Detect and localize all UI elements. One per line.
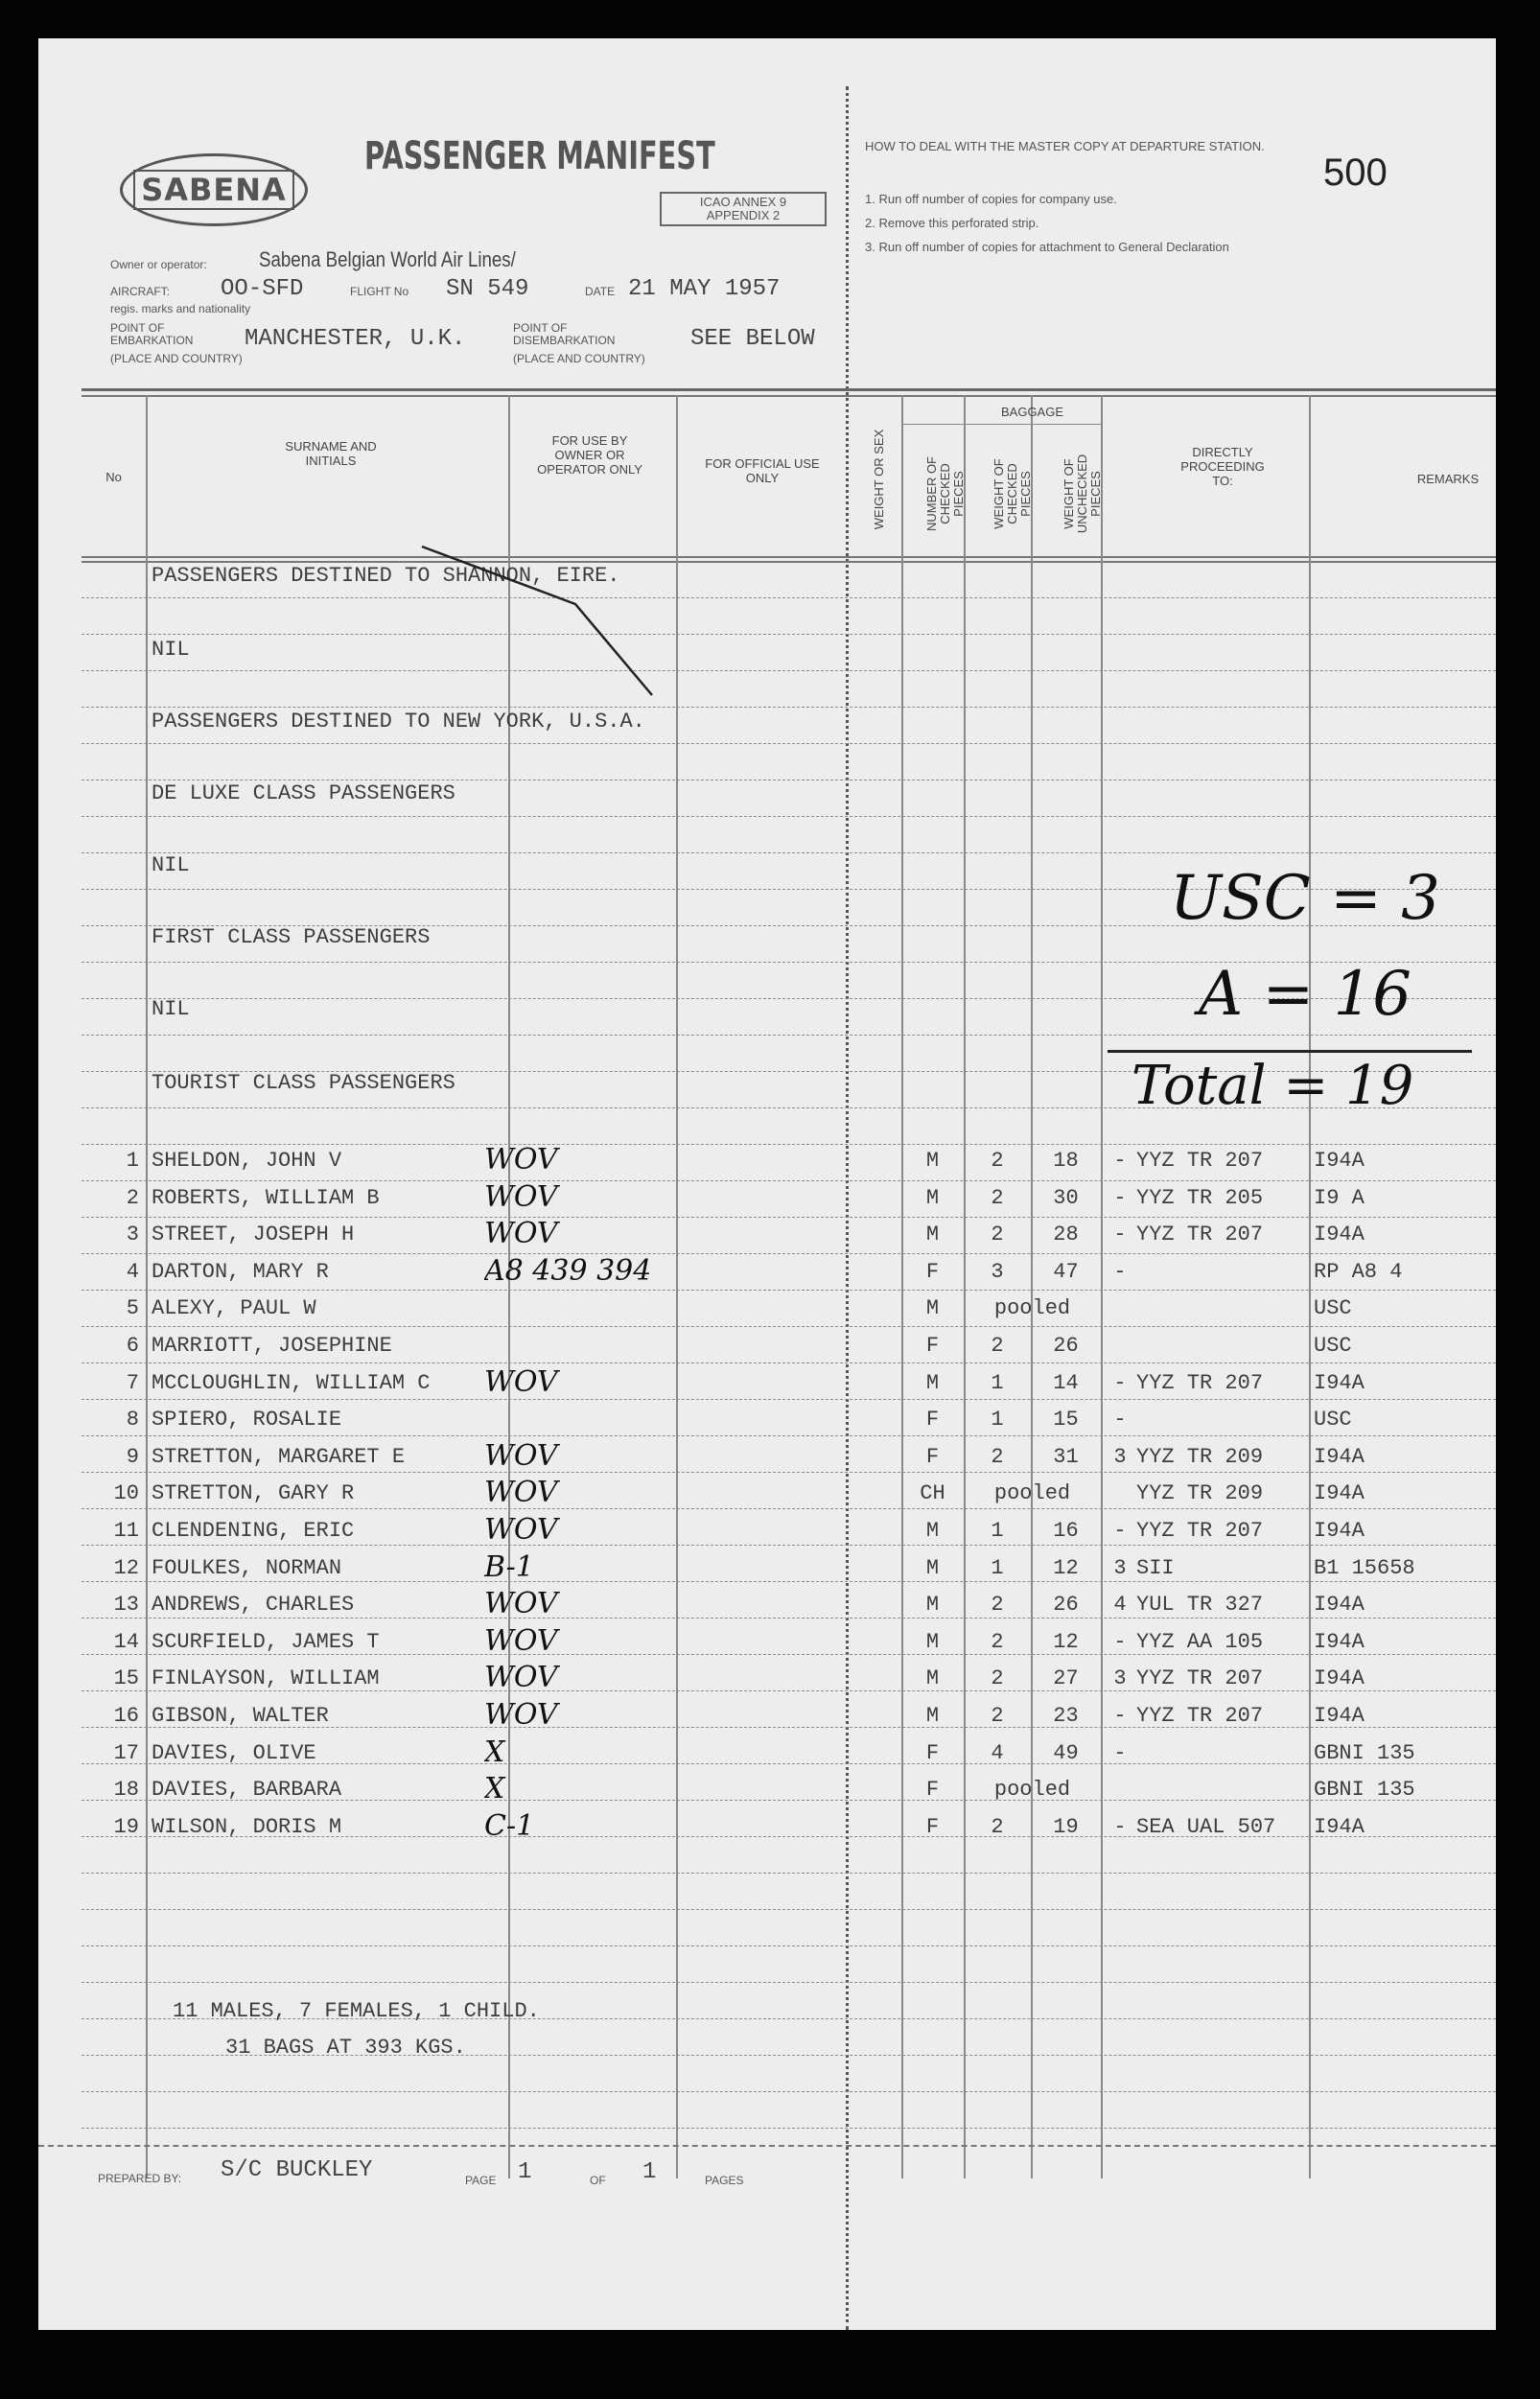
row-rule [82, 1144, 1496, 1145]
passenger-sex: M [925, 1370, 940, 1395]
date-value: 21 MAY 1957 [628, 276, 781, 302]
unchecked-weight: 3 [1113, 1444, 1127, 1469]
passenger-sex: F [925, 1334, 940, 1358]
passenger-name: ANDREWS, CHARLES [152, 1593, 355, 1618]
passenger-handwritten-note: WOV [484, 1143, 558, 1176]
handwritten-a: A = 16 [1199, 959, 1412, 1030]
proceeding-to: YYZ TR 207 [1136, 1149, 1264, 1173]
checked-pieces: 2 [991, 1629, 1004, 1654]
checked-pieces: 2 [991, 1185, 1004, 1210]
passenger-sex: CH [920, 1481, 945, 1506]
row-rule [82, 743, 1496, 744]
col-divider-unc [1101, 395, 1103, 2178]
remarks: I94A [1314, 1593, 1365, 1618]
summary-bags: 31 BAGS AT 393 KGS. [225, 2036, 466, 2060]
remarks: B1 15658 [1314, 1555, 1415, 1580]
checked-pieces: 2 [991, 1334, 1004, 1358]
passenger-handwritten-note: WOV [484, 1179, 558, 1214]
passenger-name: STREET, JOSEPH H [152, 1223, 355, 1247]
remarks: I94A [1314, 1629, 1365, 1654]
checked-pieces: 2 [991, 1666, 1004, 1691]
row-rule [82, 2091, 1496, 2092]
row-rule [82, 597, 1496, 598]
handwritten-usc: USC = 3 [1170, 863, 1440, 934]
passenger-name: FINLAYSON, WILLIAM [152, 1666, 380, 1691]
col-header-owner-use: FOR USE BY OWNER OR OPERATOR ONLY [537, 433, 642, 477]
passenger-handwritten-note: WOV [484, 1623, 558, 1658]
embark-label: POINT OF EMBARKATION [110, 321, 194, 347]
icao-line2: APPENDIX 2 [706, 208, 781, 222]
passenger-handwritten-note: WOV [484, 1217, 558, 1251]
handwritten-total: Total = 19 [1132, 1055, 1414, 1117]
passenger-no: 9 [126, 1444, 139, 1469]
checked-pieces: pooled [993, 1481, 1071, 1506]
row-rule [82, 1508, 1496, 1509]
checked-pieces: 1 [991, 1370, 1004, 1395]
checked-pieces: 2 [991, 1704, 1004, 1728]
passenger-handwritten-note: B-1 [484, 1549, 534, 1584]
of-label: OF [590, 2174, 606, 2187]
remarks: I94A [1314, 1666, 1365, 1691]
perforation-line [846, 86, 849, 2330]
passenger-name: ROBERTS, WILLIAM B [152, 1185, 380, 1210]
proceeding-to: YYZ TR 207 [1136, 1223, 1264, 1247]
checked-pieces: 1 [991, 1555, 1004, 1580]
passenger-handwritten-note: WOV [484, 1364, 558, 1399]
remarks: I94A [1314, 1223, 1365, 1247]
document-title: PASSENGER MANIFEST [364, 134, 715, 178]
checked-weight: 14 [1053, 1370, 1079, 1395]
passenger-sex: M [925, 1704, 940, 1728]
row-rule [82, 1180, 1496, 1181]
aircraft-value: OO-SFD [221, 276, 304, 302]
checked-weight: 47 [1053, 1259, 1079, 1284]
checked-weight: 28 [1053, 1223, 1079, 1247]
passenger-sex: F [925, 1444, 940, 1469]
section-shannon-nil: NIL [152, 638, 190, 662]
row-rule [82, 1035, 1496, 1036]
passenger-no: 11 [113, 1519, 139, 1543]
passenger-sex: M [925, 1223, 940, 1247]
section-deluxe-nil: NIL [152, 853, 190, 877]
unchecked-weight: 4 [1113, 1593, 1127, 1618]
passenger-name: DAVIES, OLIVE [152, 1740, 316, 1765]
unchecked-weight: - [1113, 1259, 1127, 1284]
proceeding-to: YYZ TR 207 [1136, 1370, 1264, 1395]
passenger-sex: M [925, 1629, 940, 1654]
page-stamp-number: 500 [1323, 151, 1388, 194]
checked-weight: 15 [1053, 1408, 1079, 1432]
passenger-name: DARTON, MARY R [152, 1259, 329, 1284]
prepared-value: S/C BUCKLEY [221, 2157, 373, 2183]
remarks: I94A [1314, 1481, 1365, 1506]
section-new-york: PASSENGERS DESTINED TO NEW YORK, U.S.A. [152, 710, 645, 734]
passenger-handwritten-note: X [484, 1735, 505, 1769]
row-rule [82, 1472, 1496, 1473]
col-header-remarks: REMARKS [1416, 472, 1480, 486]
checked-weight: 16 [1053, 1519, 1079, 1543]
passenger-handwritten-note: WOV [484, 1476, 558, 1510]
instruction-3: 3. Run off number of copies for attachment to General Declaration [865, 240, 1229, 254]
passenger-no: 18 [113, 1778, 139, 1803]
passenger-no: 16 [113, 1704, 139, 1728]
proceeding-to: YYZ TR 209 [1136, 1481, 1264, 1506]
section-tourist: TOURIST CLASS PASSENGERS [152, 1071, 455, 1095]
checked-pieces: 2 [991, 1223, 1004, 1247]
row-rule [82, 1290, 1496, 1291]
remarks: USC [1314, 1408, 1352, 1432]
instruction-2: 2. Remove this perforated strip. [865, 216, 1039, 230]
passenger-no: 13 [113, 1593, 139, 1618]
passenger-no: 17 [113, 1740, 139, 1765]
checked-weight: 12 [1053, 1629, 1079, 1654]
row-rule [82, 1618, 1496, 1619]
proceeding-to: YYZ AA 105 [1136, 1629, 1264, 1654]
col-header-checked-num: NUMBER OF CHECKED PIECES [924, 456, 966, 531]
checked-pieces: pooled [993, 1778, 1071, 1803]
passenger-no: 4 [126, 1259, 139, 1284]
passenger-no: 15 [113, 1666, 139, 1691]
section-first-nil: NIL [152, 997, 190, 1021]
checked-weight: 12 [1053, 1555, 1079, 1580]
remarks: I94A [1314, 1519, 1365, 1543]
disembark-label: POINT OF DISEMBARKATION [513, 321, 616, 347]
checked-pieces: 2 [991, 1149, 1004, 1173]
remarks: USC [1314, 1334, 1352, 1358]
passenger-handwritten-note: WOV [484, 1587, 558, 1621]
section-shannon: PASSENGERS DESTINED TO SHANNON, EIRE. [152, 564, 620, 588]
unchecked-weight: - [1113, 1370, 1127, 1395]
passenger-sex: F [925, 1740, 940, 1765]
unchecked-weight: 3 [1113, 1555, 1127, 1580]
passenger-sex: F [925, 1778, 940, 1803]
col-divider-no [146, 395, 148, 2178]
checked-pieces: 3 [991, 1259, 1004, 1284]
passenger-sex: M [925, 1296, 940, 1321]
checked-pieces: 2 [991, 1814, 1004, 1839]
passenger-sex: M [925, 1666, 940, 1691]
col-header-checked-wt: WEIGHT OF CHECKED PIECES [992, 458, 1033, 529]
unchecked-weight: - [1113, 1408, 1127, 1432]
checked-weight: 19 [1053, 1814, 1079, 1839]
col-divider-num [964, 395, 966, 2178]
remarks: I94A [1314, 1149, 1365, 1173]
checked-weight: 27 [1053, 1666, 1079, 1691]
passenger-handwritten-note: WOV [484, 1513, 558, 1547]
passenger-name: MCCLOUGHLIN, WILLIAM C [152, 1370, 431, 1395]
col-header-official-use: FOR OFFICIAL USE ONLY [705, 456, 820, 485]
handwritten-underline [1108, 1050, 1472, 1053]
disembark-value: SEE BELOW [690, 326, 815, 352]
manifest-sheet [38, 38, 1496, 2330]
prepared-label: PREPARED BY: [98, 2172, 182, 2185]
passenger-sex: M [925, 1519, 940, 1543]
col-divider-weight [901, 395, 903, 2178]
passenger-handwritten-note: X [484, 1772, 505, 1806]
passenger-no: 7 [126, 1370, 139, 1395]
row-rule [82, 670, 1496, 671]
logo-text: SABENA [133, 170, 294, 210]
passenger-handwritten-note: C-1 [484, 1808, 535, 1843]
unchecked-weight: - [1113, 1704, 1127, 1728]
passenger-name: STRETTON, GARY R [152, 1481, 355, 1506]
remarks: GBNI 135 [1314, 1740, 1415, 1765]
row-rule [82, 1253, 1496, 1254]
checked-pieces: pooled [993, 1296, 1071, 1321]
passenger-name: MARRIOTT, JOSEPHINE [152, 1334, 392, 1358]
of-value: 1 [642, 2159, 657, 2185]
row-rule [82, 852, 1496, 853]
page-value: 1 [518, 2159, 532, 2185]
row-rule [82, 2128, 1496, 2129]
aircraft-sub: regis. marks and nationality [110, 302, 251, 315]
passenger-handwritten-note: WOV [484, 1698, 558, 1732]
pages-label: PAGES [705, 2174, 744, 2187]
remarks: I94A [1314, 1704, 1365, 1728]
row-rule [82, 707, 1496, 708]
checked-pieces: 1 [991, 1408, 1004, 1432]
row-rule [82, 1545, 1496, 1546]
checked-weight: 31 [1053, 1444, 1079, 1469]
checked-weight: 26 [1053, 1593, 1079, 1618]
proceeding-to: SII [1136, 1555, 1175, 1580]
row-rule [82, 634, 1496, 635]
unchecked-weight: - [1113, 1629, 1127, 1654]
table-header-bottom [82, 556, 1496, 558]
unchecked-weight: - [1113, 1185, 1127, 1210]
passenger-handwritten-note: WOV [484, 1438, 558, 1473]
unchecked-weight: - [1113, 1740, 1127, 1765]
table-header-bottom-2 [82, 561, 1496, 563]
row-rule [82, 1909, 1496, 1910]
summary-counts: 11 MALES, 7 FEMALES, 1 CHILD. [173, 1999, 540, 2023]
unchecked-weight: - [1113, 1519, 1127, 1543]
remarks: USC [1314, 1296, 1352, 1321]
passenger-name: SCURFIELD, JAMES T [152, 1629, 380, 1654]
remarks: I94A [1314, 1370, 1365, 1395]
passenger-name: FOULKES, NORMAN [152, 1555, 342, 1580]
col-header-proceeding: DIRECTLY PROCEEDING TO: [1180, 445, 1265, 488]
passenger-name: SHELDON, JOHN V [152, 1149, 342, 1173]
baggage-divider [901, 424, 1101, 425]
col-divider-proceeding [1309, 395, 1311, 2178]
col-header-no: No [105, 470, 122, 484]
col-header-unchecked-wt: WEIGHT OF UNCHECKED PIECES [1062, 454, 1103, 534]
passenger-no: 12 [113, 1555, 139, 1580]
passenger-sex: M [925, 1185, 940, 1210]
unchecked-weight: - [1113, 1814, 1127, 1839]
col-divider-wt [1031, 395, 1033, 2178]
passenger-name: WILSON, DORIS M [152, 1814, 342, 1839]
checked-weight: 18 [1053, 1149, 1079, 1173]
passenger-no: 14 [113, 1629, 139, 1654]
disembark-sub: (PLACE AND COUNTRY) [513, 352, 645, 365]
proceeding-to: YYZ TR 207 [1136, 1666, 1264, 1691]
proceeding-to: YYZ TR 205 [1136, 1185, 1264, 1210]
remarks: I94A [1314, 1814, 1365, 1839]
passenger-name: DAVIES, BARBARA [152, 1778, 342, 1803]
passenger-sex: F [925, 1814, 940, 1839]
passenger-name: CLENDENING, ERIC [152, 1519, 355, 1543]
proceeding-to: YYZ TR 207 [1136, 1704, 1264, 1728]
remarks: I94A [1314, 1444, 1365, 1469]
passenger-name: ALEXY, PAUL W [152, 1296, 316, 1321]
checked-weight: 30 [1053, 1185, 1079, 1210]
row-rule [82, 1581, 1496, 1582]
checked-pieces: 2 [991, 1444, 1004, 1469]
instructions-title: HOW TO DEAL WITH THE MASTER COPY AT DEPARTURE STATION. [865, 139, 1265, 153]
passenger-handwritten-note: A8 439 394 [484, 1253, 652, 1288]
date-label: DATE [585, 285, 616, 298]
passenger-sex: M [925, 1149, 940, 1173]
instruction-1: 1. Run off number of copies for company use. [865, 192, 1117, 206]
unchecked-weight: - [1113, 1223, 1127, 1247]
passenger-no: 3 [126, 1223, 139, 1247]
owner-label: Owner or operator: [110, 258, 207, 271]
checked-weight: 23 [1053, 1704, 1079, 1728]
passenger-no: 8 [126, 1408, 139, 1432]
checked-pieces: 4 [991, 1740, 1004, 1765]
icao-box [660, 192, 827, 226]
sabena-logo [120, 153, 308, 226]
row-rule [82, 1945, 1496, 1946]
embark-sub: (PLACE AND COUNTRY) [110, 352, 243, 365]
checked-pieces: 1 [991, 1519, 1004, 1543]
page-label: PAGE [465, 2174, 497, 2187]
proceeding-to: YUL TR 327 [1136, 1593, 1264, 1618]
strike-mark [403, 537, 690, 719]
flight-label: FLIGHT No [350, 285, 409, 298]
table-top-border-2 [82, 395, 1496, 397]
passenger-name: SPIERO, ROSALIE [152, 1408, 342, 1432]
row-rule [82, 816, 1496, 817]
flight-value: SN 549 [446, 276, 529, 302]
section-first-class: FIRST CLASS PASSENGERS [152, 925, 431, 949]
proceeding-to: YYZ TR 207 [1136, 1519, 1264, 1543]
passenger-no: 10 [113, 1481, 139, 1506]
passenger-no: 19 [113, 1814, 139, 1839]
proceeding-to: YYZ TR 209 [1136, 1444, 1264, 1469]
embark-value: MANCHESTER, U.K. [245, 326, 466, 352]
owner-value: Sabena Belgian World Air Lines/ [259, 247, 516, 271]
passenger-no: 5 [126, 1296, 139, 1321]
icao-line1: ICAO ANNEX 9 [699, 195, 787, 209]
proceeding-to: SEA UAL 507 [1136, 1814, 1276, 1839]
passenger-sex: M [925, 1555, 940, 1580]
table-top-border [82, 388, 1496, 391]
row-rule [82, 1217, 1496, 1218]
row-rule [82, 1435, 1496, 1436]
col-header-baggage: BAGGAGE [1000, 405, 1064, 419]
checked-pieces: 2 [991, 1593, 1004, 1618]
passenger-sex: M [925, 1593, 940, 1618]
row-rule [82, 1326, 1496, 1327]
col-header-surname: SURNAME AND INITIALS [285, 439, 377, 468]
row-rule [82, 1982, 1496, 1983]
unchecked-weight: 3 [1113, 1666, 1127, 1691]
passenger-handwritten-note: WOV [484, 1661, 558, 1695]
checked-weight: 26 [1053, 1334, 1079, 1358]
passenger-no: 1 [126, 1149, 139, 1173]
passenger-no: 6 [126, 1334, 139, 1358]
passenger-name: GIBSON, WALTER [152, 1704, 329, 1728]
section-deluxe: DE LUXE CLASS PASSENGERS [152, 781, 455, 805]
aircraft-label: AIRCRAFT: [110, 285, 171, 298]
checked-weight: 49 [1053, 1740, 1079, 1765]
footer-rule [38, 2145, 1496, 2147]
col-header-weight-sex: WEIGHT OR SEX [872, 429, 886, 530]
remarks: GBNI 135 [1314, 1778, 1415, 1803]
unchecked-weight: - [1113, 1149, 1127, 1173]
row-rule [82, 1873, 1496, 1874]
passenger-sex: F [925, 1408, 940, 1432]
row-rule [82, 1654, 1496, 1655]
remarks: I9 A [1314, 1185, 1365, 1210]
passenger-no: 2 [126, 1185, 139, 1210]
passenger-sex: F [925, 1259, 940, 1284]
row-rule [82, 1399, 1496, 1400]
passenger-name: STRETTON, MARGARET E [152, 1444, 406, 1469]
remarks: RP A8 4 [1314, 1259, 1403, 1284]
